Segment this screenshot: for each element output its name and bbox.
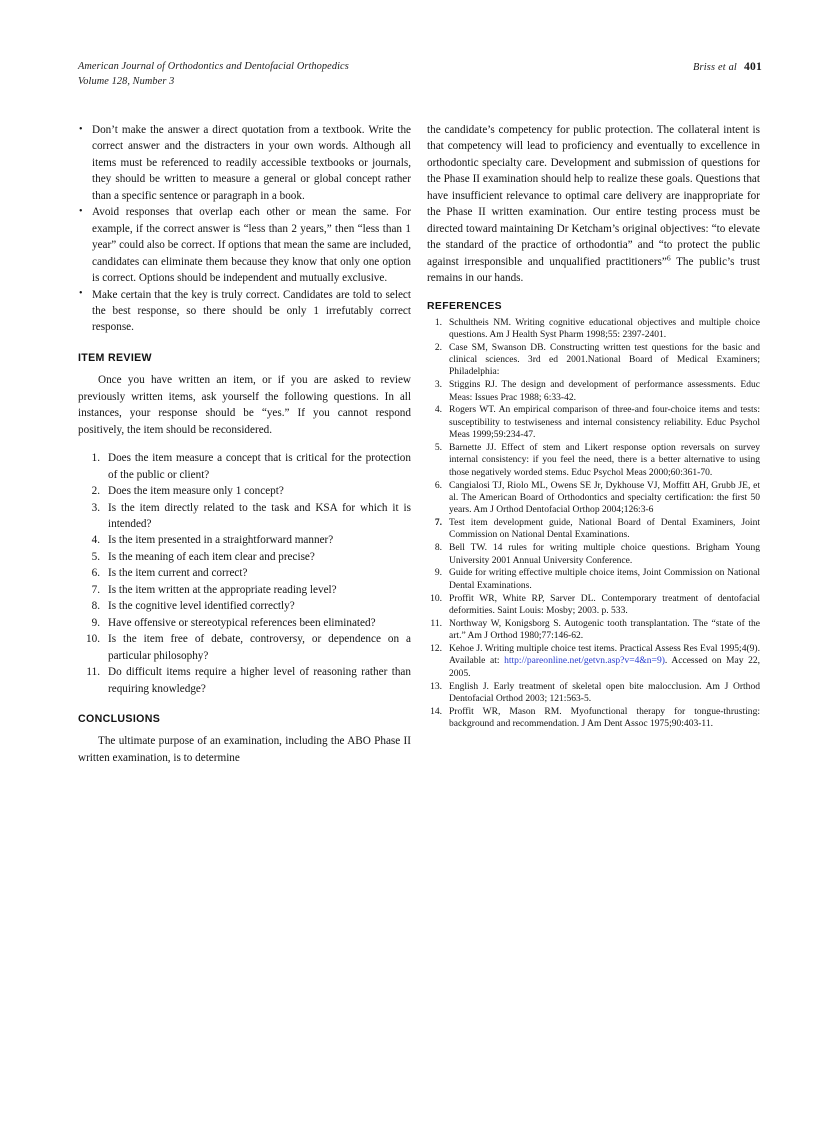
reference-text: Northway W, Konigsborg S. Autogenic tooth transplantation. The “state of the art.” Am J Orthod 1980;77:146-62. <box>449 617 760 642</box>
list-item-number: 10. <box>86 633 100 646</box>
reference-item <box>427 404 760 441</box>
running-head-right <box>693 60 762 76</box>
reference-number: 2. <box>434 341 442 353</box>
list-item-number: 11. <box>86 666 100 679</box>
reference-item <box>427 681 760 706</box>
list-item-text: Is the item free of debate, controversy, or dependence on a particular philosophy? <box>108 633 411 662</box>
reference-text: Proffit WR, Mason RM. Myofunctional therapy for tongue-thrusting: background and recommendation. J Am Dent Assoc 1975;90:403-11. <box>449 705 760 730</box>
conclusions-paragraph-continued <box>427 122 760 287</box>
reference-item <box>427 542 760 567</box>
running-head-authors: Briss et al <box>693 62 737 73</box>
list-item <box>78 450 411 483</box>
journal-volume-issue: Volume 128, Number 3 <box>78 75 175 87</box>
reference-text-before-link: Kehoe J. Writing multiple choice test items. Practical Assess Res Eval 1995;4(9). Available at: <box>449 642 760 667</box>
list-item <box>78 582 411 598</box>
reference-item-with-link <box>427 643 760 680</box>
reference-number: 8. <box>434 542 442 554</box>
list-item-number: 9. <box>91 616 100 629</box>
reference-text: Schultheis NM. Writing cognitive educational objectives and multiple choice questions. Am J Health Syst Pharm 1998;55: 2397-2401. <box>449 316 760 340</box>
reference-item <box>427 517 760 542</box>
list-item: • Make certain that the key is truly correct. Candidates are told to select the best response, so there should be only 1 irrefutably correct response. <box>78 287 411 336</box>
list-item-text: Does the item measure a concept that is critical for the protection of the public or client? <box>108 452 411 481</box>
reference-item <box>427 480 760 517</box>
citation-superscript: 6 <box>666 252 671 262</box>
list-item-number: 4. <box>91 534 100 547</box>
reference-item <box>427 342 760 379</box>
list-item-text: Is the cognitive level identified correctly? <box>108 600 295 613</box>
review-questions-list <box>78 450 411 697</box>
list-item-number: 3. <box>91 501 100 514</box>
reference-item <box>427 379 760 404</box>
list-item <box>78 631 411 664</box>
references-list <box>427 317 760 731</box>
reference-text: Test item development guide, National Board of Dental Examiners, Joint Commission on National Dental Examinations. <box>449 517 760 541</box>
reference-item <box>427 442 760 479</box>
page-number: 401 <box>744 60 762 73</box>
reference-number: 4. <box>434 404 442 416</box>
list-item-text: Is the item written at the appropriate reading level? <box>108 583 337 596</box>
reference-number: 5. <box>434 441 442 453</box>
reference-number: 12. <box>430 642 442 654</box>
list-item <box>78 598 411 614</box>
reference-text: Stiggins RJ. The design and development of performance assessments. Educ Meas: Issues Prac 1988; 6:33-42. <box>449 379 760 403</box>
list-item <box>78 532 411 548</box>
journal-title-block <box>78 60 349 89</box>
section-heading-item-review: ITEM REVIEW <box>78 351 152 364</box>
reference-number: 7. <box>434 517 442 529</box>
right-column <box>427 122 760 731</box>
list-item-text: Do difficult items require a higher level of reasoning rather than requiring knowledge? <box>108 666 411 695</box>
section-heading-references: REFERENCES <box>427 300 503 312</box>
guidelines-bullet-list <box>78 122 411 336</box>
reference-number: 14. <box>430 705 442 717</box>
journal-title: American Journal of Orthodontics and Dentofacial Orthopedics <box>78 61 349 72</box>
list-item <box>78 549 411 565</box>
reference-text: Rogers WT. An empirical comparison of three-and four-choice items and tests: susceptibility to testwiseness and internal consistency reliability. Educ Psychol Meas 1999;59:234-47. <box>449 404 760 441</box>
section-heading-conclusions: CONCLUSIONS <box>78 712 161 725</box>
reference-number: 10. <box>430 592 442 604</box>
list-item <box>78 615 411 631</box>
list-item-number: 7. <box>91 583 100 596</box>
reference-item <box>427 618 760 643</box>
conclusions-text-part1: the candidate’s competency for public protection. The collateral intent is that competency will lead to proficiency and eventually to excellence in orthodontic specialty care. Development and submission of questions for the Phase II examination should help to realize these goals. Questions that have insufficient relevance to optimal care delivery are inappropriate for the Phase II written examination. Our entire testing process must be directed toward maintaining Dr Ketcham’s original objectives: “to elevate the standard of the practice of orthodontia” and “to protect the public against irresponsible and unqualified practitioners” <box>427 124 760 268</box>
list-item: • Don’t make the answer a direct quotation from a textbook. Write the correct answer and the distracters in your own words. Although all items must be referenced to readily accessible textbooks or journals, they should be written to measure a general or global concept rather than a specific sentence or paragraph in a book. <box>78 122 411 204</box>
conclusions-text-part2: The public’s trust remains in our hands. <box>427 255 760 285</box>
reference-number: 11. <box>430 617 442 629</box>
reference-text: Cangialosi TJ, Riolo ML, Owens SE Jr, Dykhouse VJ, Moffitt AH, Grubb JE, et al. The American Board of Orthodontics and specialty certification: the first 50 years. Am J Orthod Dentofacial Orthop 2004;126:3-6 <box>449 479 760 516</box>
reference-item <box>427 567 760 592</box>
list-item-text: Have offensive or stereotypical references been eliminated? <box>108 616 376 629</box>
list-item-number: 8. <box>91 600 100 613</box>
reference-text: Case SM, Swanson DB. Constructing written test questions for the basic and clinical sciences. 3rd ed 2001.National Board of Medical Examiners; Philadelphia: <box>449 341 760 378</box>
list-item <box>78 500 411 533</box>
reference-text: Bell TW. 14 rules for writing multiple choice questions. Brigham Young University 2001 Annual University Conference. <box>449 542 760 566</box>
list-item-number: 5. <box>91 550 100 563</box>
reference-number: 13. <box>430 680 442 692</box>
conclusions-paragraph: The ultimate purpose of an examination, including the ABO Phase II written examination, is to determine <box>78 735 411 764</box>
list-item-text: Is the item presented in a straightforward manner? <box>108 534 334 547</box>
reference-item <box>427 706 760 731</box>
reference-number: 3. <box>434 379 442 391</box>
reference-url-link[interactable]: http://pareonline.net/getvn.asp?v=4&n=9) <box>504 655 665 667</box>
item-review-paragraph: Once you have written an item, or if you are asked to review previously written items, ask yourself the following questions. In all instances, your response should be “yes.” If you cannot respond positively, the item should be reconsidered. <box>78 374 411 436</box>
list-item <box>78 664 411 697</box>
reference-text-after-link: . Accessed on May 22, 2005. <box>449 655 761 679</box>
list-item-number: 6. <box>91 567 100 580</box>
reference-text: Guide for writing effective multiple choice items, Joint Commission on National Dental Examinations. <box>449 567 760 591</box>
reference-text: Barnette JJ. Effect of stem and Likert response option reversals on survey internal consistency: if you feel the need, there is a better alternative to using those negatively worded stems. Educ Psychol Meas 2000;60:361-70. <box>449 441 760 478</box>
running-head <box>78 60 762 94</box>
list-item-number: 2. <box>91 485 100 498</box>
reference-text: English J. Early treatment of skeletal open bite malocclusion. Am J Orthod Dentofacial Orthod 2003; 121:563-5. <box>449 680 760 704</box>
reference-text: Proffit WR, White RP, Sarver DL. Contemporary treatment of dentofacial deformities. Saint Louis: Mosby; 2003. p. 533. <box>449 592 760 616</box>
list-item <box>78 565 411 581</box>
list-item-text: Is the meaning of each item clear and precise? <box>108 550 315 563</box>
list-item <box>78 483 411 499</box>
reference-number: 9. <box>434 567 442 579</box>
list-item-number: 1. <box>91 452 100 465</box>
reference-item <box>427 317 760 342</box>
left-column <box>78 122 411 766</box>
list-item-text: Does the item measure only 1 concept? <box>108 485 284 498</box>
list-item: • Avoid responses that overlap each other or mean the same. For example, if the correct answer is “less than 2 years,” then “less than 1 year” could also be correct. If options that mean the same are included, candidates can eliminate them because they know that only one option is correct. Options should be independent and mutually exclusive. <box>78 204 411 286</box>
list-item-text: Is the item current and correct? <box>108 567 248 580</box>
reference-number: 6. <box>434 479 442 491</box>
reference-number: 1. <box>434 316 442 328</box>
list-item-text: Is the item directly related to the task and KSA for which it is intended? <box>108 501 411 530</box>
reference-item <box>427 593 760 618</box>
